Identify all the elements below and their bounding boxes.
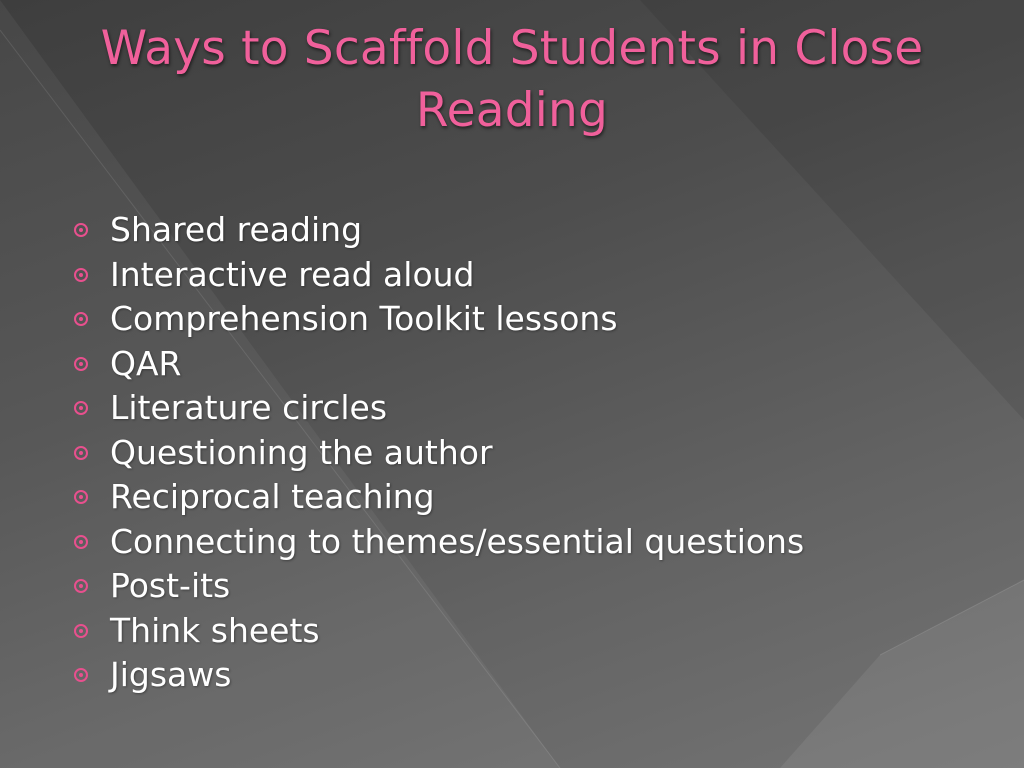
- circle-dot-bullet-icon: [74, 668, 88, 682]
- bullet-text: Shared reading: [110, 210, 363, 250]
- bullet-item: [72, 475, 804, 520]
- bullet-text: Jigsaws: [110, 655, 232, 695]
- bullet-item: [72, 208, 804, 253]
- bullet-text: Connecting to themes/essential questions: [110, 521, 805, 561]
- bullet-text: Literature circles: [110, 388, 388, 428]
- circle-dot-bullet-icon: [74, 535, 88, 549]
- bullet-item: [72, 564, 804, 609]
- bullet-text: QAR: [110, 343, 182, 383]
- bullet-item: [72, 342, 804, 387]
- circle-dot-bullet-icon: [74, 624, 88, 638]
- bullet-item: [72, 653, 804, 698]
- circle-dot-bullet-icon: [74, 490, 88, 504]
- bullet-text: Comprehension Toolkit lessons: [110, 299, 618, 339]
- bullet-item: [72, 386, 804, 431]
- bullet-list: [72, 208, 804, 698]
- circle-dot-bullet-icon: [74, 312, 88, 326]
- bullet-item: [72, 520, 804, 565]
- circle-dot-bullet-icon: [74, 268, 88, 282]
- bullet-item: [72, 253, 804, 298]
- circle-dot-bullet-icon: [74, 579, 88, 593]
- circle-dot-bullet-icon: [74, 223, 88, 237]
- circle-dot-bullet-icon: [74, 446, 88, 460]
- bullet-text: Questioning the author: [110, 432, 493, 472]
- facet-bottom-right: [780, 580, 1024, 768]
- slide-title: Ways to Scaffold Students in Close Reading: [100, 21, 924, 138]
- bullet-item: [72, 297, 804, 342]
- bullet-text: Interactive read aloud: [110, 254, 475, 294]
- bullet-text: Think sheets: [110, 610, 320, 650]
- circle-dot-bullet-icon: [74, 357, 88, 371]
- bullet-text: Reciprocal teaching: [110, 477, 435, 517]
- circle-dot-bullet-icon: [74, 401, 88, 415]
- bullet-item: [72, 431, 804, 476]
- bullet-item: [72, 609, 804, 654]
- bullet-text: Post-its: [110, 566, 231, 606]
